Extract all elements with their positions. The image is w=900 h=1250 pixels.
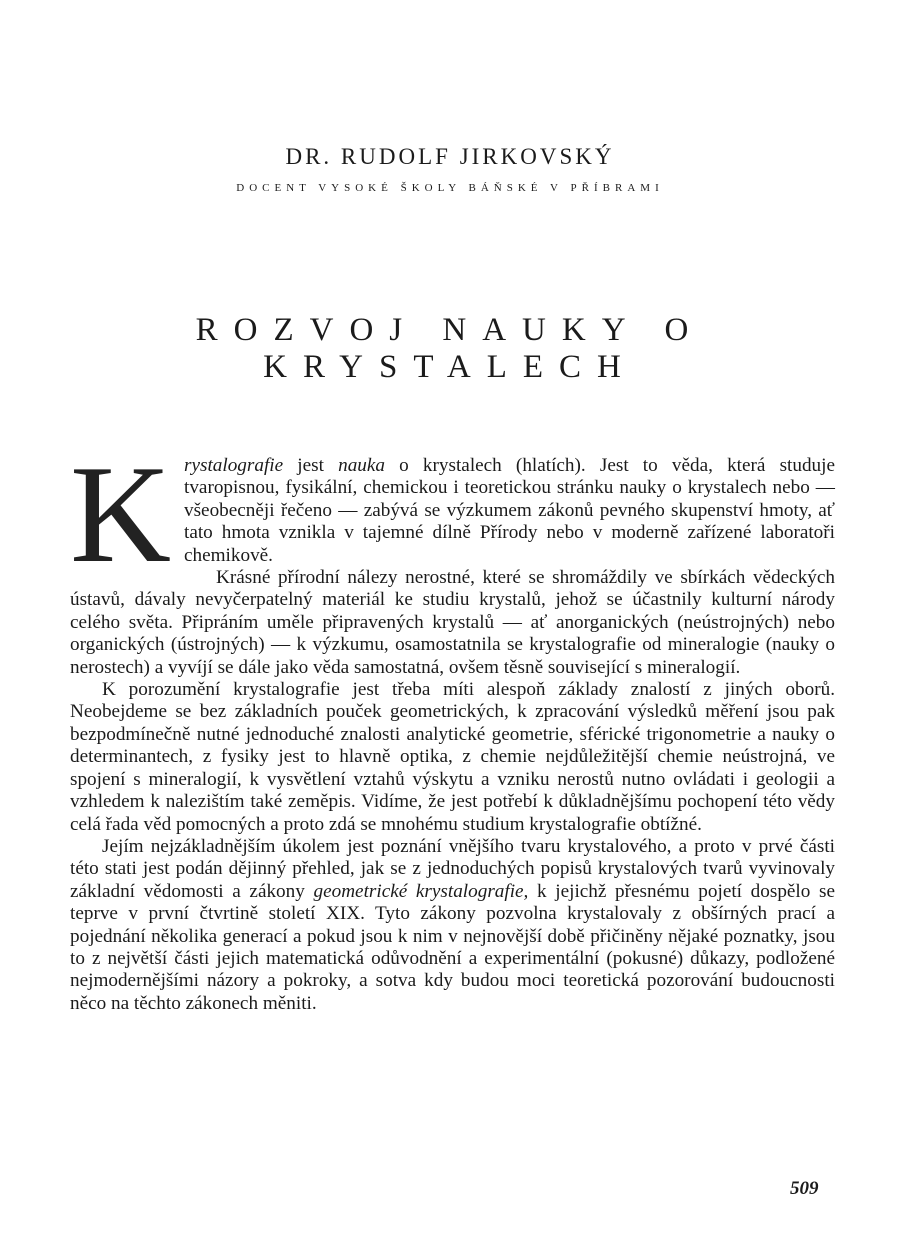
paragraph-1 bbox=[70, 437, 835, 592]
author-name: DR. RUDOLF JIRKOVSKÝ bbox=[285, 144, 615, 169]
page-number: 509 bbox=[790, 1178, 819, 1199]
article-body bbox=[70, 437, 835, 1015]
paragraph-3: K porozumění krystalografie jest třeba míti alespoň základy znalostí z jiných oborů. Neobejdeme se bez základních pouček geometrických, k zpracování výsledků měření jsou pak bezpodmínečně nutné jednoduché znalosti analytické geometrie, sférické trigonometrie a nauky o determinantech, z fysiky jest to hlavně optika, z chemie nejdůležitější chemie neústrojná, ve spojení s mineralogií, k vysvětlení vztahů výskytu a vzniku nerostů nutno ovládati i geologii a vzhledem k nalezištím také zeměpis. Vidíme, že jest potřebí k důkladnějšímu pochopení této vědy celá řada věd pomocných a proto zdá se mnohému studium krystalografie obtížné. bbox=[70, 679, 835, 835]
author-affiliation: DOCENT VYSOKÉ ŠKOLY BÁŇSKÉ V PŘÍBRAMI bbox=[236, 182, 664, 194]
italic-term: nauka bbox=[338, 455, 386, 476]
paragraph-text: o krystalech (hlatích). Jest to věda, která studuje tvaropisnou, fysikální, chemickou i teoretickou stránku nauky o krystalech nebo — všeobecněji řečeno — zabývá se výzkumem zákonů pevného skupenství hmoty, ať tato hmota vznikla v tajemné dílně Přírody nebo v moderně zařízené laboratoři chemikově. bbox=[184, 455, 835, 566]
paragraph-text: jest bbox=[283, 455, 339, 476]
paragraph-4 bbox=[70, 836, 835, 1015]
paragraph-text: k jejichž přesnému pojetí dospělo se teprve v první čtvrtině století XIX. Tyto zákony pozvolna krystalovaly z obšírných prací a pojednání několika generací a pokud jsou k nim v nejnovější době přičiněny nějaké poznatky, jsou to z největší části jejich matematická odůvodnění a experimentální (pokusné) důkazy, podložené nejmodernějšími názory a pokroky, a sotva kdy budou moci teoretická pozorování budoucnosti něco na těchto zákonech měniti. bbox=[70, 880, 835, 1014]
article-title: ROZVOJ NAUKY O KRYSTALECH bbox=[195, 312, 705, 385]
drop-cap: K bbox=[70, 437, 172, 592]
italic-term: rystalografie bbox=[184, 455, 284, 476]
paragraph-2: Krásné přírodní nálezy nerostné, které se shromáždily ve sbírkách vědeckých ústavů, dávaly nevyčerpatelný materiál ke studiu krystalů, jehož se účastnily kulturní národy celého světa. Připráním uměle připravených krystalů — ať anorganických (neústrojných) nebo organických (ústrojných) — k výzkumu, osamostatnila se krystalografie od mineralogie (nauky o nerostech) a vyvíjí se dále jako věda samostatná, ovšem těsně související s mineralogií. bbox=[70, 567, 835, 678]
italic-term: geometrické krystalografie, bbox=[313, 880, 529, 902]
paragraph-text: Jejím nejzákladnějším úkolem jest poznání vnějšího tvaru krystalového, a proto v prvé části této stati jest podán dějinný přehled, jak se z jednoduchých popisů krystalových tvarů vyvinovaly základní vědomosti a zákony bbox=[70, 835, 835, 902]
